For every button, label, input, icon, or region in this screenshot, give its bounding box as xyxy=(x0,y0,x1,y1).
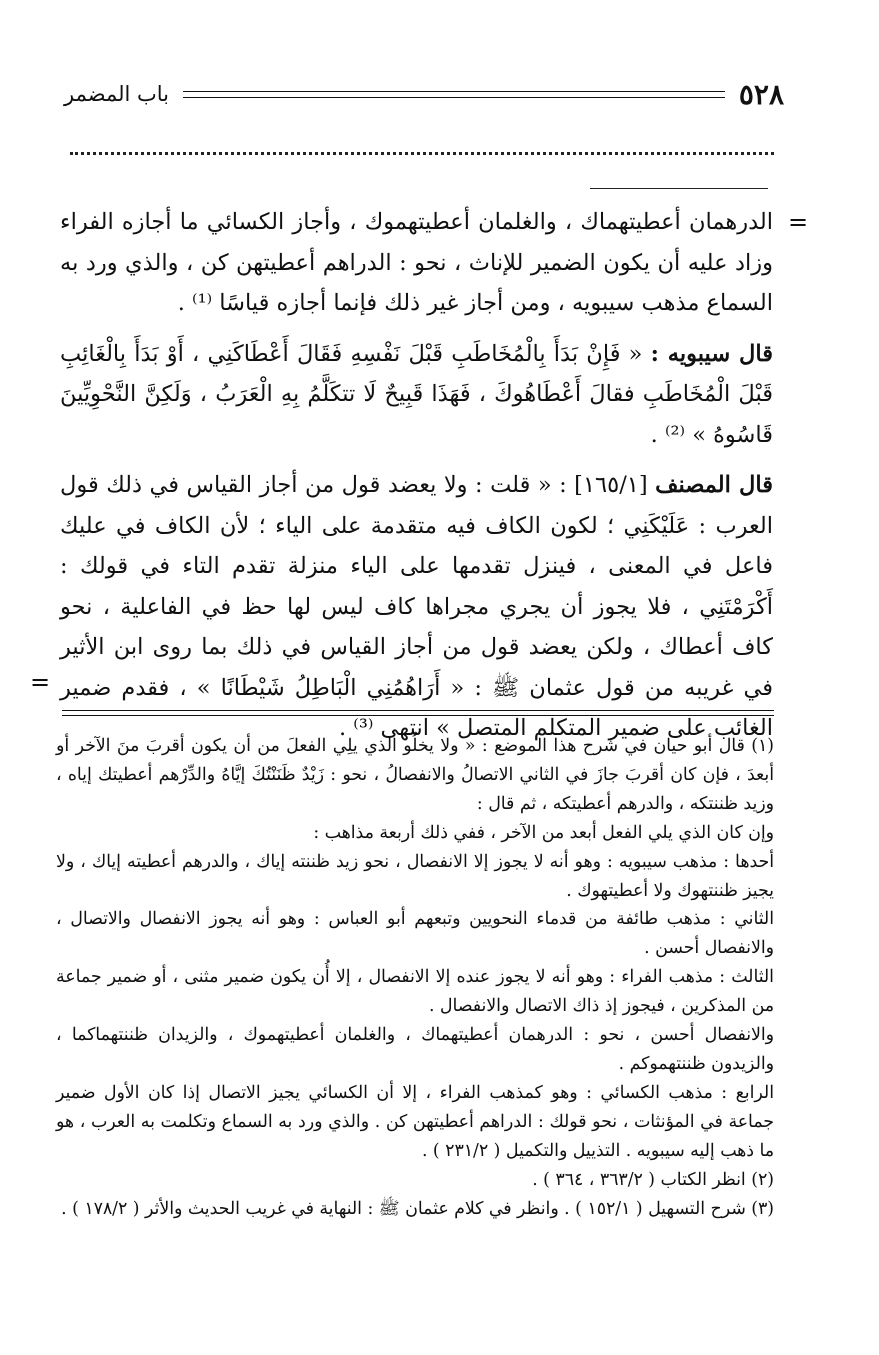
paragraph-3-label: قال المصنف xyxy=(655,472,774,498)
footnote-line: الرابع : مذهب الكسائي : وهو كمذهب الفراء ، إلا أن الكسائي يجيز الاتصال إذا كان الأول ضمير جماعة في المؤنثات ، نحو قولك : الدراهم أعطيتهن كن . والذي ورد به السماع وتكلمت به العرب ، هو ما ذهب إليه سيبويه . التذييل والتكميل ( ٢٣١/٢ ) . xyxy=(56,1082,774,1161)
paragraph-1: الدرهمان أعطيتهماك ، والغلمان أعطيتهموك ، وأجاز الكسائي ما أجازه الفراء وزاد عليه أن يكون الضمير للإناث ، نحو : الدراهم أعطيتهن كن ، والذي ورد به السماع مذهب سيبويه ، ومن أجاز غير ذلك فإنما أجازه قياسًا ⁽¹⁾ . xyxy=(60,209,773,316)
paragraph-2-quote: « فَإِنْ بَدَأَ بِالْمُخَاطَبِ قَبْلَ نَفْسِهِ فَقَالَ أَعْطَاكَنِي ، أَوْ بَدَأَ بِالْغَائِبِ قَبْلَ الْمُخَاطَبِ فقالَ أَعْطَاهُوكَ ، فَهَذَا قَبِيحٌ لَا تتكَلَّمُ بِهِ الْعَرَبُ ، وَلَكِنَّ النَّحْوِيِّينَ قَاسُوهُ » ⁽²⁾ . xyxy=(60,340,773,448)
header-rule xyxy=(183,91,725,98)
footnote-line: وإن كان الذي يلي الفعل أبعد من الآخر ، ففي ذلك أربعة مذاهب : xyxy=(313,822,774,843)
footnote-line: (٣) شرح التسهيل ( ١٥٢/١ ) . وانظر في كلام عثمان ﷺ : النهاية في غريب الحديث والأثر ( ١٧٨/٢ ) . xyxy=(61,1198,774,1219)
footnote-line: (٢) انظر الكتاب ( ٣٦٣/٢ ، ٣٦٤ ) . xyxy=(532,1169,774,1190)
paragraph-2-label: قال سيبويه : xyxy=(650,340,774,367)
footnote-line: (١) قال أبو حيان في شرح هذا الموضع : « ولا يخلُو الذي يلِي الفعلَ من أن يكون أقربَ منَ الآخر أو أبعدَ ، فإن كان أقربَ جازَ في الثاني الاتصالُ والانفصالُ ، نحو : زَيْدٌ ظَنَنْتُكَ إيَّاهُ والدِّرْهم أعطيتك إياه ، وزيد ظننتكه ، والدرهم أعطيتكه ، ثم قال : xyxy=(56,736,774,814)
page-number: ٥٢٨ xyxy=(738,77,784,111)
footnote-rule xyxy=(62,710,774,716)
paragraph-3-body: [١٦٥/١] : « قلت : ولا يعضد قول من أجاز القياس في ذلك قول العرب : عَلَيْكَنِي ؛ لكون الكاف فيه متقدمة على الياء ؛ لأن الكاف في عليك فاعل في المعنى ، فينزل تقدمها على الياء منزلة تقدم التاء في قولك : أَكْرَمْتَنِي ، فلا يجوز أن يجري مجراها كاف ليس لها حظ في الفاعلية ، نحو كاف أعطاك ، ولكن يعضد قول من أجاز القياس في ذلك بما روى ابن الأثير في غريبه من قول عثمان ﷺ : « أَرَاهُمُنِي الْبَاطِلُ شَيْطَانًا » ، فقدم ضمير الغائب على ضمير المتكلم المتصل » انتهى ⁽³⁾ . xyxy=(60,472,773,741)
paragraph-2 xyxy=(60,334,773,456)
continuation-mark-bottom: = xyxy=(30,668,51,696)
main-text xyxy=(60,202,773,759)
dotted-separator xyxy=(70,152,774,155)
paragraph-3 xyxy=(60,465,773,749)
footnote-line: والانفصال أحسن ، نحو : الدرهمان أعطيتهماك ، والغلمان أعطيتهموك ، والزيدان ظننتهماكما ، والزيدون ظننتهموكم . xyxy=(56,1025,774,1074)
short-separator xyxy=(590,188,768,189)
footnotes xyxy=(56,732,774,1223)
footnote-line: الثاني : مذهب طائفة من قدماء النحويين وتبعهم أبو العباس : وهو أنه يجوز الانفصال والاتصال ، والانفصال أحسن . xyxy=(56,909,774,959)
footnote-line: أحدها : مذهب سيبويه : وهو أنه لا يجوز إلا الانفصال ، نحو زيد ظننته إياك ، والدرهم أعطيته إياك ، ولا يجيز ظننتهوك ولا أعطيتهوك . xyxy=(56,851,774,901)
footnote-line: الثالث : مذهب الفراء : وهو أنه لا يجوز عنده إلا الانفصال ، إلا أُن يكون ضمير مثنى ، أو ضمير جماعة من المذكرين ، فيجوز إذ ذاك الاتصال والانفصال . xyxy=(56,967,774,1017)
page-header xyxy=(64,74,784,114)
continuation-mark-top: = xyxy=(788,208,809,236)
chapter-title: باب المضمر xyxy=(64,82,169,106)
